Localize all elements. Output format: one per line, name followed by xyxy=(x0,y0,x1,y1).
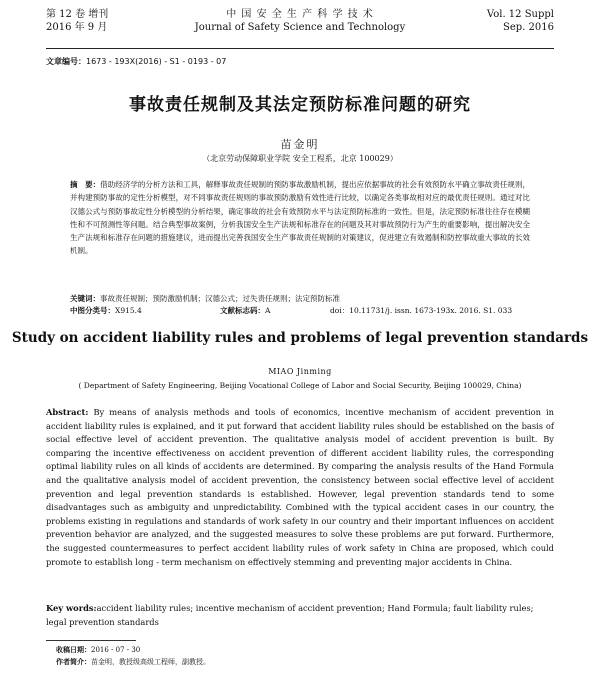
doi-value: 10.11731/j. issn. 1673-193x. 2016. S1. 033 xyxy=(349,306,513,315)
affiliation-en: ( Department of Safety Engineering, Beijing Vocational College of Labor and Social Security, Beijing 100029, China) xyxy=(78,381,522,390)
author-name-cn: 苗金明 xyxy=(280,138,320,151)
header-divider xyxy=(46,48,554,49)
paper-title-en: Study on accident liability rules and problems of legal prevention standards xyxy=(11,330,589,346)
doc-code-label: 文献标志码： xyxy=(220,306,265,315)
doc-code-field xyxy=(220,305,330,317)
issue-volume-en: Vol. 12 Suppl xyxy=(486,9,554,20)
received-label: 收稿日期： xyxy=(56,645,91,654)
abstract-cn-text: 借助经济学的分析方法和工具，解释事故责任规制的预防事故激励机制，提出应依据事故的社会有效预防水平确立事故责任规则，并构建预防事故的定性分析模型，对不同事故责任规则的事故预防激励有效性进行比较，以确定各类事故相对应的最优责任规则。通过对比汉德公式与预防事故定性分析模型的分析结果，确定事故的社会有效预防水平与法定预防标准的一致性。但是，法定预防标准往往存在模糊性和不可预测性等问题。结合典型事故案例，分析我国安全生产法规和标准存在的问题及其对事故预防行为产生的重要影响，提出解决安全生产法规和标准存在问题的措施建议，进而提出完善我国安全生产事故责任规制的对策建议，促进建立有效遏制和防控事故重大事故的长效机制。 xyxy=(70,180,531,256)
keywords-cn-text: 事故责任规制；预防激励机制；汉德公式；过失责任规则；法定预防标准 xyxy=(100,294,340,303)
journal-name xyxy=(46,8,554,34)
doc-code-value: A xyxy=(265,306,271,315)
keywords-en-label: Key words: xyxy=(46,603,97,613)
journal-name-cn: 中 国 安 全 生 产 科 学 技 术 xyxy=(226,9,374,20)
issue-date: 2016 年 9 月 xyxy=(46,22,108,33)
keywords-cn xyxy=(70,293,530,305)
keywords-cn-label: 关键词： xyxy=(70,294,100,303)
author-bio-label: 作者简介： xyxy=(56,657,91,666)
clc-value: X915.4 xyxy=(115,306,142,315)
affiliation-cn: （北京劳动保障职业学院 安全工程系，北京 100029） xyxy=(202,154,398,163)
footnote-received xyxy=(56,645,554,655)
doi-field xyxy=(330,305,512,317)
running-header xyxy=(46,8,554,46)
issue-volume: 第 12 卷 增刊 xyxy=(46,9,109,20)
abstract-cn-label: 摘 要： xyxy=(70,180,101,189)
abstract-en-text: By means of analysis methods and tools of economics, incentive mechanism of accident prevention in accident liability rules is explained, and it put forward that accident liability rules should be established on the basis of social effective level of accident prevention. The qualitative analysis model of accident prevention is built. By comparing the incentive effectiveness on accident prevention of different accident liability rules, the corresponding optimal liability rules on all kinds of accidents are determined. By comparing the analysis results of the Hand Formula and the qualitative analysis model of accident prevention, the consistency between social effective level of accident prevention and legal prevention standards is established. However, legal prevention standards tend to some disadvantages such as ambiguity and unpredictability. Combined with the typical accident cases in our country, the problems existing in regulations and standards of work safety in our country and their important influences on accident prevention behavior are analyzed, and the suggested measures to solve these problems are put forward. Furthermore, the suggested countermeasures to perfect accident liability rules of work safety in China are proposed, which could promote to establish long - term mechanism on effectively stemming and preventing major accidents in China. xyxy=(46,407,554,567)
author-name-en: MIAO Jinming xyxy=(268,367,332,376)
author-bio-value: 苗金明，教授级高级工程师，副教授。 xyxy=(91,658,210,666)
article-number xyxy=(46,56,226,67)
issue-info-en xyxy=(487,8,554,34)
received-value: 2016 - 07 - 30 xyxy=(91,646,141,654)
clc-label: 中图分类号： xyxy=(70,306,115,315)
keywords-en xyxy=(46,602,554,629)
article-number-label: 文章编号： xyxy=(46,57,86,66)
footnote-divider xyxy=(46,640,136,641)
abstract-cn xyxy=(70,178,530,258)
footnote-author xyxy=(56,657,554,667)
doi-label: doi： xyxy=(330,306,350,315)
journal-name-en: Journal of Safety Science and Technology xyxy=(194,22,406,33)
paper-title-cn: 事故责任规制及其法定预防标准问题的研究 xyxy=(129,95,471,115)
abstract-en-label: Abstract: xyxy=(46,407,89,417)
article-number-value: 1673 - 193X(2016) - S1 - 0193 - 07 xyxy=(86,57,227,66)
classification-line xyxy=(70,305,530,317)
issue-date-en: Sep. 2016 xyxy=(503,22,554,33)
keywords-en-text: accident liability rules; incentive mechanism of accident prevention; Hand Formula; fault liability rules; legal prevention standards xyxy=(46,603,534,627)
abstract-en xyxy=(46,406,554,569)
clc-field xyxy=(70,305,220,317)
